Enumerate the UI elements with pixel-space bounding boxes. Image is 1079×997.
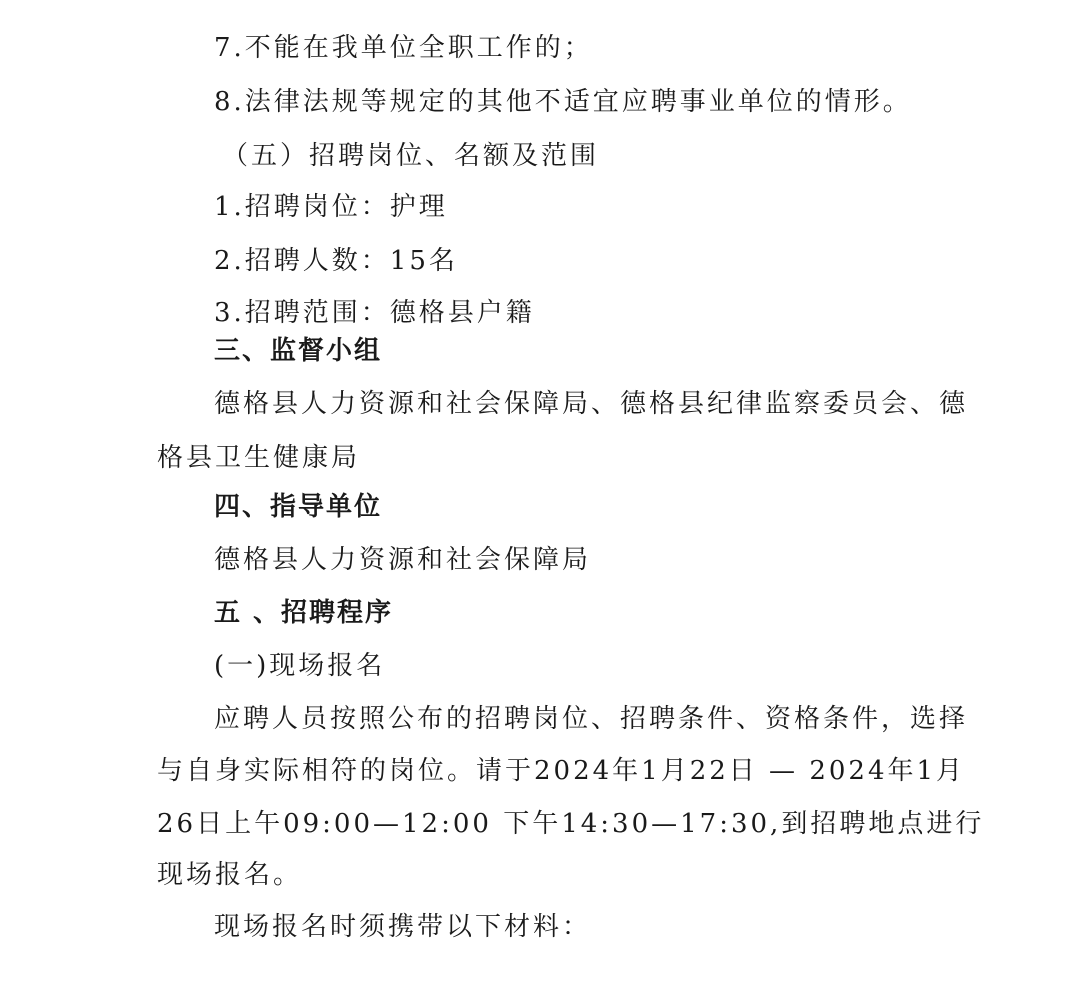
materials-intro: 现场报名时须携带以下材料： [214,912,592,942]
recruit-position: 1.招聘岗位：护理 [214,192,448,222]
supervision-text-line-1: 德格县人力资源和社会保障局、德格县纪律监察委员会、德 [214,389,969,419]
registration-text-line-4: 现场报名。 [157,860,303,890]
registration-text-line-2: 与自身实际相符的岗位。请于2024年1月22日 — 2024年1月 [157,756,966,786]
registration-text-line-1: 应聘人员按照公布的招聘岗位、招聘条件、资格条件，选择 [214,704,969,734]
guidance-unit-text: 德格县人力资源和社会保障局 [214,545,592,575]
recruit-scope: 3.招聘范围：德格县户籍 [214,298,535,328]
item-7: 7.不能在我单位全职工作的； [214,33,593,63]
onsite-registration-heading: (一)现场报名 [214,651,386,681]
recruit-count: 2.招聘人数：15名 [214,246,458,276]
item-8: 8.法律法规等规定的其他不适宜应聘事业单位的情形。 [214,87,912,117]
section-5-heading: 五 、招聘程序 [214,598,394,628]
section-4-heading: 四、指导单位 [214,492,383,522]
registration-text-line-3: 26日上午09:00—12:00 下午14:30—17:30,到招聘地点进行 [157,809,985,839]
supervision-text-line-2: 格县卫生健康局 [157,443,361,473]
subsection-5-heading: （五）招聘岗位、名额及范围 [222,141,600,171]
section-3-heading: 三、监督小组 [214,336,383,366]
